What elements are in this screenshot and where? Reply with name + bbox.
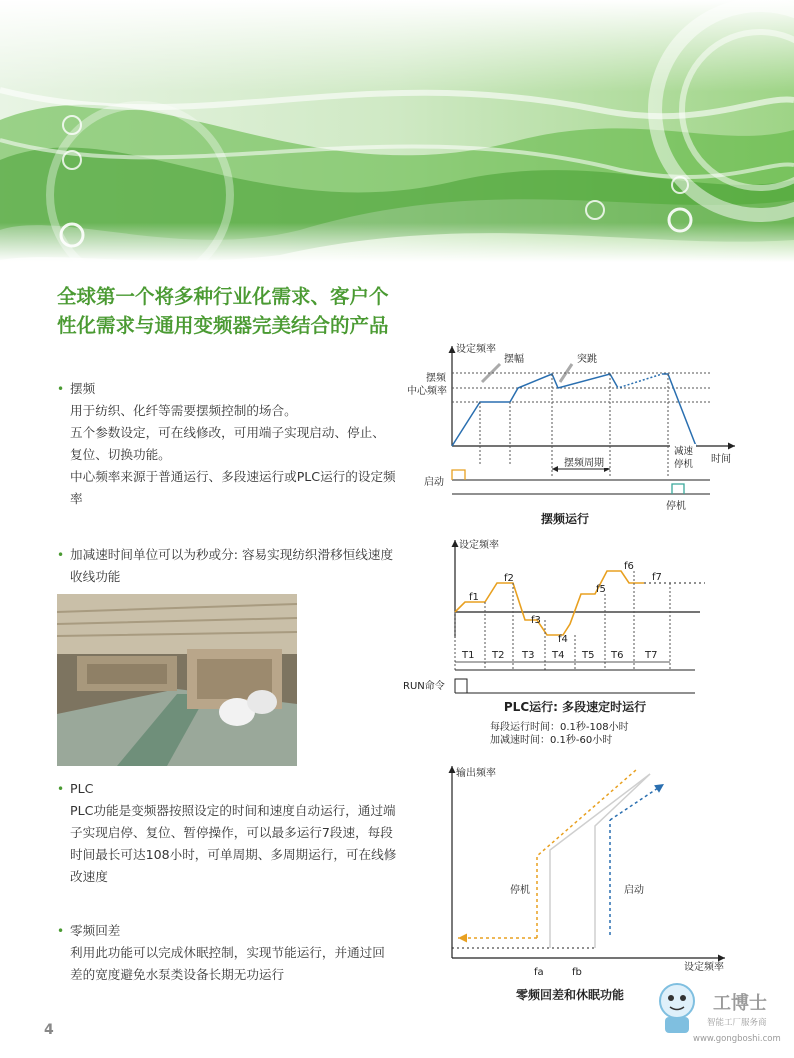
swing-period-label: 摆频周期 <box>564 458 604 469</box>
logo-url: www.gongboshi.com <box>693 1034 781 1044</box>
decel-label: 减速 <box>674 446 694 457</box>
period-label: T2 <box>492 650 505 661</box>
start-label: 启动 <box>424 477 444 488</box>
freq-label: f5 <box>596 584 606 595</box>
page-number: 4 <box>44 1022 54 1038</box>
banner-graphic <box>0 0 794 262</box>
x-axis-label: 设定频率 <box>684 962 724 973</box>
period-label: T3 <box>522 650 535 661</box>
swing-label: 摆频 <box>426 373 446 384</box>
plc-note: 每段运行时间：0.1秒-108小时 <box>490 722 629 733</box>
freq-label: f3 <box>531 615 541 626</box>
period-label: T1 <box>462 650 475 661</box>
swing-caption: 摆频运行 <box>540 512 589 526</box>
logo-name: 工博士 <box>713 993 767 1014</box>
zero-freq-diagram <box>400 760 780 1000</box>
period-label: T4 <box>552 650 565 661</box>
fa-label: fa <box>534 967 544 978</box>
center-freq-label: 中心频率 <box>407 386 447 397</box>
freq-label: f6 <box>624 561 634 572</box>
period-label: T7 <box>645 650 658 661</box>
x-axis-label: 时间 <box>711 454 731 465</box>
start-label: 启动 <box>624 885 644 896</box>
section-title: • 摆频 <box>57 378 397 400</box>
y-axis-label: 设定频率 <box>459 540 499 551</box>
freq-label: f7 <box>652 572 662 583</box>
freq-label: f2 <box>504 573 514 584</box>
run-cmd-label: RUN命令 <box>403 681 445 692</box>
section-title: • 零频回差 <box>57 920 397 942</box>
section-title: • PLC <box>57 778 397 800</box>
plc-diagram <box>400 534 780 744</box>
stop-label: 停机 <box>510 885 530 896</box>
section-swing <box>57 378 397 510</box>
section-title: • 加减速时间单位可以为秒或分: 容易实现纺织滑移恒线速度收线功能 <box>57 544 397 588</box>
stop-label: 停机 <box>666 501 686 512</box>
swing-diagram <box>400 338 780 530</box>
section-line: 中心频率来源于普通运行、多段速运行或PLC运行的设定频率 <box>70 469 396 506</box>
freq-label: f1 <box>469 592 479 603</box>
plc-note: 加减速时间：0.1秒-60小时 <box>490 735 613 746</box>
page-headline: 全球第一个将多种行业化需求、客户个性化需求与通用变频器完美结合的产品 <box>57 285 389 337</box>
section-plc <box>57 778 397 888</box>
section-line: 五个参数设定，可在线修改，可用端子实现启动、停止、复位、切换功能。 <box>70 425 385 462</box>
freq-label: f4 <box>558 634 568 645</box>
gongboshi-logo <box>655 975 790 1050</box>
jump-label: 突跳 <box>577 354 597 365</box>
plc-caption: PLC运行: 多段速定时运行 <box>503 700 647 714</box>
zero-freq-caption: 零频回差和休眠功能 <box>515 988 624 1002</box>
period-label: T5 <box>582 650 595 661</box>
logo-tagline: 智能工厂服务商 <box>707 1018 767 1028</box>
factory-photo <box>57 594 297 766</box>
header-banner <box>0 0 794 262</box>
fb-label: fb <box>572 967 582 978</box>
section-line: PLC功能是变频器按照设定的时间和速度自动运行，通过端子实现启停、复位、暂停操作，可以最多运行7段速，每段时间最长可达108小时，可单周期、多周期运行，可在线修改速度 <box>70 803 397 884</box>
section-zero-freq <box>57 920 397 986</box>
section-line: 用于纺织、化纤等需要摆频控制的场合。 <box>70 403 297 418</box>
y-axis-label: 设定频率 <box>456 344 496 355</box>
period-label: T6 <box>611 650 624 661</box>
amplitude-label: 摆幅 <box>504 354 524 365</box>
y-axis-label: 输出频率 <box>456 768 496 779</box>
section-accel <box>57 544 397 588</box>
stop-machine-label: 停机 <box>674 459 694 470</box>
section-line: 利用此功能可以完成休眠控制，实现节能运行，并通过回差的宽度避免水泵类设备长期无功运行 <box>70 945 385 982</box>
